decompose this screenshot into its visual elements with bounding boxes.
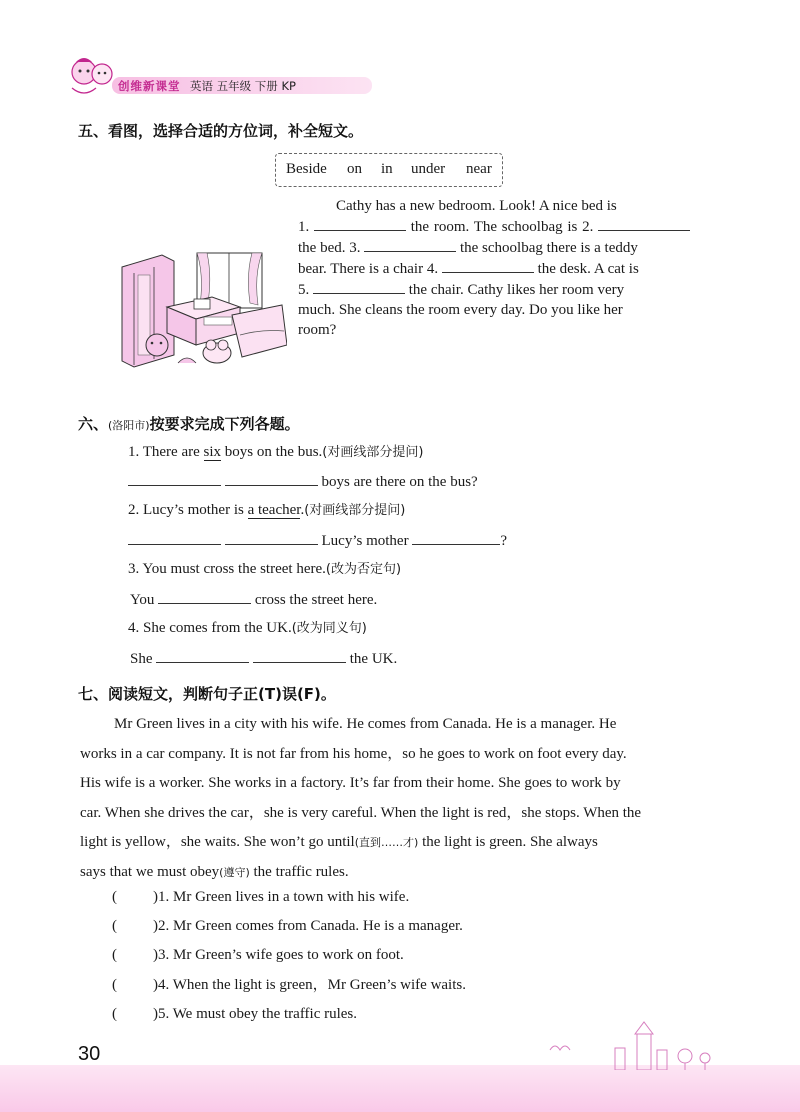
- q-text: 3. You must cross the street here.: [128, 561, 326, 577]
- castle-decoration-icon: [545, 1020, 725, 1070]
- passage-line: His wife is a worker. She works in a factory. It’s far from their home. She goes to work by: [80, 775, 621, 792]
- tf-text: )2. Mr Green comes from Canada. He is a manager.: [153, 918, 463, 935]
- q-underlined: six: [203, 444, 222, 460]
- q6-4: [128, 618, 367, 639]
- passage-note: (直到……才): [354, 836, 419, 850]
- passage-text: the room. The schoolbag is 2.: [406, 219, 599, 235]
- passage-text: 1.: [298, 219, 314, 235]
- tf-statements: [112, 887, 466, 1033]
- passage-text: says that we must obey: [80, 863, 220, 880]
- answer-blank-2[interactable]: [598, 216, 690, 231]
- passage-text: Cathy has a new bedroom. Look! A nice bed is: [336, 198, 617, 214]
- passage-line: [298, 258, 703, 279]
- passage-note: (遵守): [219, 865, 250, 879]
- q-text: 1. There are: [128, 444, 204, 460]
- passage-line: car. When she drives the car，she is very careful. When the light is red，she stops. When the: [80, 804, 642, 821]
- answer-blank[interactable]: [225, 471, 318, 486]
- answer-text: She: [130, 651, 153, 667]
- passage-line: [298, 237, 703, 258]
- tf-paren: (: [112, 918, 117, 935]
- word-bank-item: Beside: [286, 161, 327, 177]
- passage-line: [80, 828, 705, 858]
- answer-blank-1[interactable]: [314, 216, 406, 231]
- passage-line: [298, 216, 703, 237]
- tf-text: )4. When the light is green，Mr Green’s wife waits.: [153, 976, 466, 993]
- answer-blank-5[interactable]: [313, 279, 405, 294]
- passage-line: [298, 196, 703, 216]
- passage-text: the chair. Cathy likes her room very: [405, 282, 625, 298]
- section7-passage: [80, 710, 705, 888]
- q-hint: (改为同义句): [291, 621, 367, 636]
- tf-paren: (: [112, 976, 117, 993]
- answer-blank-4[interactable]: [442, 258, 534, 273]
- passage-text: room?: [298, 322, 337, 338]
- passage-text: the traffic rules.: [249, 863, 349, 880]
- passage-text: the bed. 3.: [298, 240, 365, 256]
- q-text: 2. Lucy’s mother is: [128, 502, 248, 518]
- word-bank-item: in: [381, 161, 393, 177]
- q-underlined: a teacher: [247, 502, 301, 518]
- page-number: 30: [78, 1043, 101, 1065]
- tf-item: [112, 887, 466, 916]
- answer-blank-3[interactable]: [364, 237, 456, 252]
- q6-1: [128, 442, 423, 463]
- q-hint: (改为否定句): [325, 562, 402, 577]
- q6-2: [128, 500, 405, 521]
- answer-blank[interactable]: [412, 530, 500, 545]
- answer-blank[interactable]: [253, 648, 346, 663]
- answer-text: ?: [500, 533, 507, 549]
- tf-text: )5. We must obey the traffic rules.: [153, 1005, 358, 1022]
- q6-1-answer: [128, 471, 478, 492]
- tf-text: )1. Mr Green lives in a town with his wife.: [153, 889, 410, 905]
- q6-4-answer: [130, 648, 397, 669]
- tf-paren: (: [112, 889, 117, 905]
- answer-blank[interactable]: [225, 530, 318, 545]
- passage-text: the desk. A cat is: [533, 261, 639, 277]
- header-subtitle: 英语 五年级 下册 KP: [190, 79, 296, 93]
- q6-3-answer: [130, 589, 377, 610]
- passage-line: [298, 279, 703, 300]
- passage-text: light is yellow，she waits. She won’t go until: [80, 834, 355, 851]
- tf-item: [112, 916, 466, 945]
- passage-line: [80, 858, 705, 888]
- answer-text: You: [130, 592, 155, 608]
- section5-title: 五、看图，选择合适的方位词，补全短文。: [78, 122, 364, 140]
- q-hint: (对画线部分提问): [322, 445, 424, 460]
- section6-title: [78, 413, 300, 434]
- word-bank-item: near: [466, 161, 492, 177]
- passage-text: the schoolbag there is a teddy: [456, 240, 638, 256]
- passage-line: works in a car company. It is not far from his home，so he goes to work on foot every day.: [80, 745, 627, 762]
- q6-3: [128, 559, 401, 580]
- passage-line: [298, 320, 703, 340]
- q-text: boys on the bus.: [221, 444, 323, 460]
- passage-text: the light is green. She always: [418, 834, 598, 851]
- brand-title: 创维新课堂: [118, 79, 181, 93]
- q-text: 4. She comes from the UK.: [128, 620, 292, 636]
- q-hint: (对画线部分提问): [304, 503, 406, 518]
- tf-item: [112, 1004, 466, 1033]
- answer-text: cross the street here.: [254, 592, 378, 608]
- passage-text: 5.: [298, 282, 313, 298]
- section7-title: 七、阅读短文，判断句子正(T)误(F)。: [78, 685, 336, 703]
- section6-main: 按要求完成下列各题。: [149, 415, 300, 433]
- mascot-icon: [62, 52, 124, 100]
- q-text: .: [300, 502, 305, 518]
- word-bank-item: under: [411, 161, 446, 177]
- passage-text: bear. There is a chair 4.: [298, 261, 442, 277]
- answer-blank[interactable]: [128, 471, 221, 486]
- section6-note: (洛阳市): [108, 419, 150, 432]
- passage-line: [298, 300, 703, 320]
- answer-blank[interactable]: [156, 648, 249, 663]
- section5-passage: [298, 196, 703, 340]
- answer-blank[interactable]: [158, 589, 251, 604]
- tf-item: [112, 975, 466, 1004]
- answer-text: the UK.: [349, 651, 398, 667]
- section6-prefix: 六、: [78, 415, 109, 433]
- tf-item: [112, 945, 466, 974]
- word-bank-item: on: [347, 161, 362, 177]
- q6-2-answer: [128, 530, 507, 551]
- answer-text: Lucy’s mother: [321, 533, 409, 549]
- tf-paren: (: [112, 1005, 117, 1022]
- footer-band: [0, 1065, 800, 1112]
- tf-text: )3. Mr Green’s wife goes to work on foot.: [153, 947, 404, 964]
- tf-paren: (: [112, 947, 117, 964]
- answer-blank[interactable]: [128, 530, 221, 545]
- passage-text: much. She cleans the room every day. Do you like her: [298, 302, 623, 318]
- answer-text: boys are there on the bus?: [321, 474, 478, 490]
- passage-line: Mr Green lives in a city with his wife. He comes from Canada. He is a manager. He: [114, 716, 617, 732]
- bedroom-illustration: [112, 245, 287, 380]
